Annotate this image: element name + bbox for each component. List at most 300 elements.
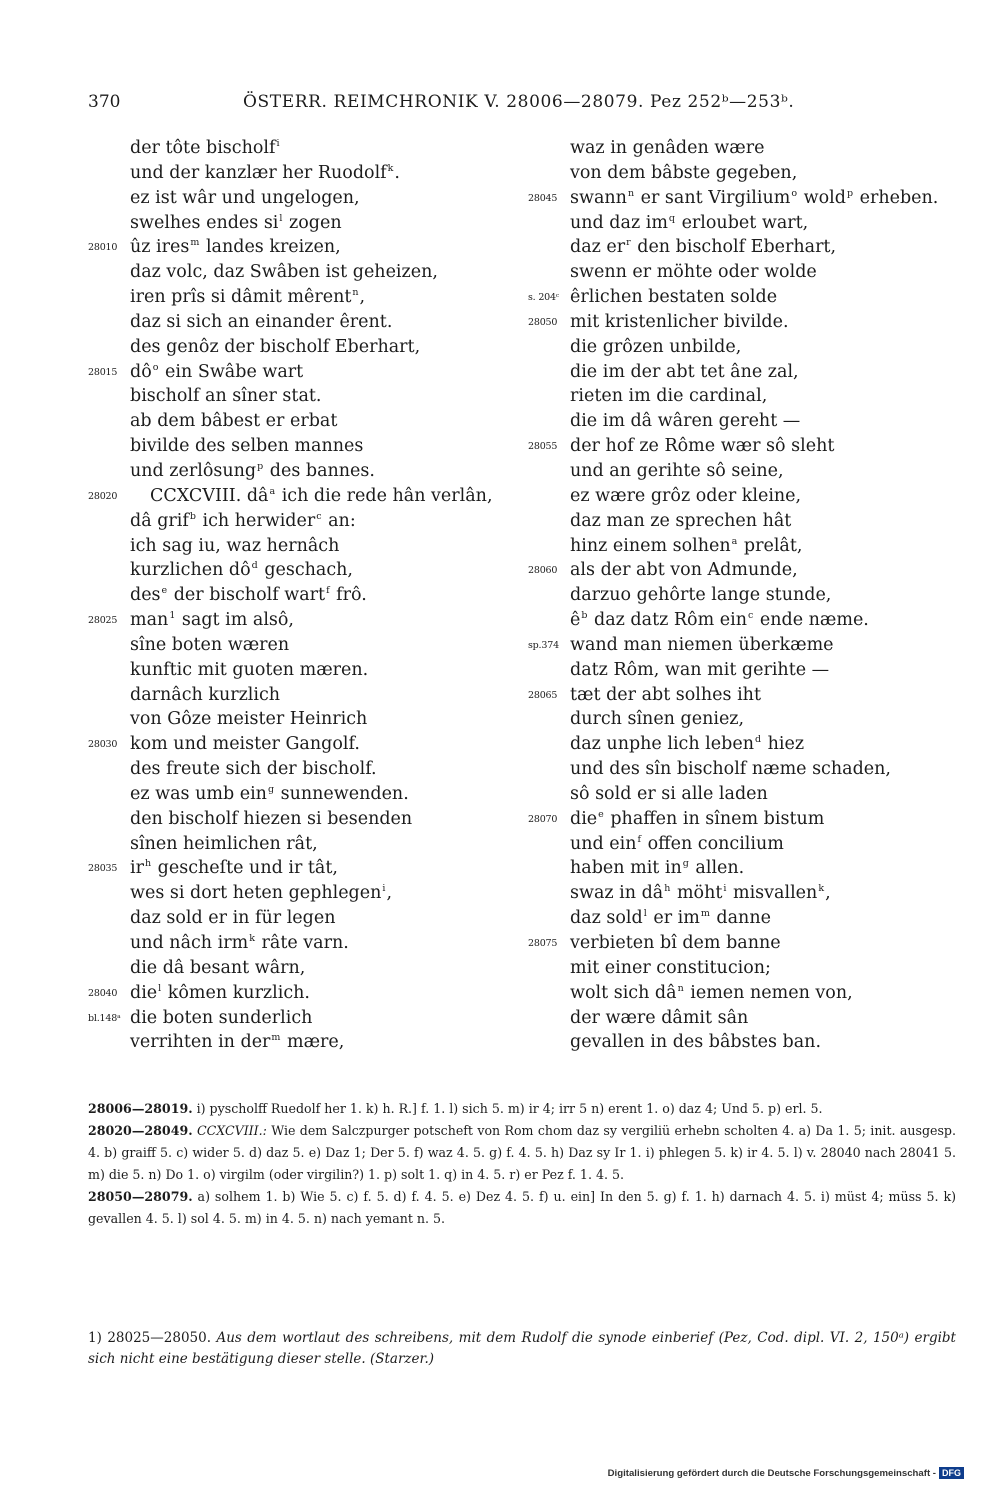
verse-line (528, 384, 968, 409)
dfg-logo: DFG (939, 1467, 964, 1479)
verse-line (88, 434, 528, 459)
note-marker: e (598, 808, 604, 820)
verse-text (130, 211, 342, 236)
line-number: 28040 (88, 987, 118, 999)
verse-fragment: bischolf an sîner stat. (130, 386, 322, 407)
verse-fragment: kurzlichen dô (130, 560, 251, 581)
line-number: sp.374 (528, 639, 559, 651)
verse-text (130, 285, 365, 310)
verse-line (528, 583, 968, 608)
verse-text (570, 732, 804, 757)
line-number: 28035 (88, 863, 118, 875)
verse-fragment: durch sînen geniez, (570, 709, 745, 730)
verse-fragment: die dâ besant wârn, (130, 957, 306, 978)
verse-fragment: haben mit in (570, 858, 682, 879)
apparatus-range: 28006—28019. (88, 1101, 193, 1116)
verse-line (528, 360, 968, 385)
line-number: 28055 (528, 441, 558, 453)
verse-fragment: erheben. (854, 187, 939, 208)
verse-line (528, 732, 968, 757)
verse-fragment: und an gerihte sô seine, (570, 460, 784, 481)
verse-line (528, 931, 968, 956)
verse-fragment: , (825, 883, 831, 904)
verse-fragment: und des sîn bischolf næme schaden, (570, 759, 891, 780)
line-number: 28050 (528, 316, 558, 328)
verse-fragment: daz sold er in für legen (130, 908, 336, 929)
verse-line (88, 633, 528, 658)
verse-text (130, 260, 438, 285)
note-marker: c (316, 510, 322, 522)
verse-fragment: iren prîs si dâmit mêrent (130, 287, 352, 308)
verse-line (88, 1030, 528, 1055)
note-marker: f (326, 585, 330, 597)
line-number: 28020 (88, 490, 118, 502)
note-marker: n (677, 982, 684, 994)
verse-line (528, 260, 968, 285)
verse-fragment: swann (570, 187, 627, 208)
verse-text (130, 931, 349, 956)
verse-fragment: den bischolf hiezen si besenden (130, 808, 413, 829)
verse-fragment: dâ grif (130, 510, 189, 531)
note-marker: i (723, 883, 727, 895)
verse-line (88, 832, 528, 857)
verse-line (528, 956, 968, 981)
verse-fragment: die boten sunderlich (130, 1007, 313, 1028)
verse-fragment: von Gôze meister Heinrich (130, 709, 368, 730)
verse-text (130, 583, 367, 608)
verse-text (130, 956, 305, 981)
verse-line (528, 161, 968, 186)
verse-text (130, 310, 392, 335)
verse-text (130, 683, 280, 708)
verse-line (88, 285, 528, 310)
note-marker: k (818, 883, 825, 895)
verse-text (570, 956, 771, 981)
verse-text (130, 235, 341, 260)
note-marker: p (846, 187, 854, 199)
verse-text (570, 459, 784, 484)
verse-text (570, 583, 831, 608)
verse-fragment: datz Rôm, wan mit gerihte — (570, 659, 830, 680)
verse-text (130, 1006, 312, 1031)
verse-text (130, 335, 420, 360)
verse-text (570, 409, 800, 434)
verse-text (570, 161, 797, 186)
note-marker: g (682, 858, 689, 870)
verse-fragment: geschach, (258, 560, 353, 581)
line-number: s. 204ᶜ (528, 292, 559, 304)
verse-fragment: ab dem bâbest er erbat (130, 411, 338, 432)
verse-line (528, 782, 968, 807)
line-number: 28015 (88, 366, 118, 378)
verse-fragment: der bischolf wart (168, 585, 326, 606)
verse-fragment: sîne boten wæren (130, 634, 290, 655)
verse-text (130, 757, 377, 782)
verse-line (528, 459, 968, 484)
verse-text (570, 707, 744, 732)
verse-line (528, 285, 968, 310)
note-marker: f (637, 833, 642, 845)
verse-fragment: zogen (283, 212, 342, 233)
note-marker: k (249, 933, 255, 944)
note-marker: l (158, 982, 162, 994)
line-number: 28070 (528, 813, 558, 825)
note-marker: h (144, 858, 152, 870)
note-marker: i (382, 883, 386, 895)
verse-fragment: swenn er möhte oder wolde (570, 262, 817, 283)
verse-line (88, 409, 528, 434)
verse-line (528, 186, 968, 211)
verse-fragment: swaz in dâ (570, 883, 664, 904)
verse-line (528, 235, 968, 260)
verse-text (570, 434, 834, 459)
verse-fragment: phaffen in sînem bistum (604, 808, 825, 829)
verse-line (88, 931, 528, 956)
apparatus-text: i) pyscholff Ruedolf her 1. k) h. R.] f. 1. l) sich 5. m) ir 4; irr 5 n) erent 1. o) daz 4; Und 5. p) erl. 5. (192, 1101, 823, 1116)
verse-fragment: die (130, 982, 158, 1003)
verse-line (528, 981, 968, 1006)
note-marker: r (626, 237, 631, 249)
verse-fragment: der tôte bischolf (130, 138, 276, 158)
note-marker: n (627, 187, 635, 199)
note-marker: m (700, 908, 710, 920)
note-marker: m (190, 237, 200, 249)
verse-line (528, 534, 968, 559)
note-marker: n (352, 287, 359, 299)
verse-text (570, 186, 938, 211)
line-number: 28060 (528, 565, 558, 577)
footnote-text: Aus dem wortlaut des schreibens, mit dem Rudolf die synode einberief (Pez, Cod. dipl. VI. 2, 150ᵃ) ergibt sich nicht eine bestätigung dieser stelle. (Starzer.) (88, 1330, 956, 1367)
verse-line (528, 1030, 968, 1055)
verse-fragment: an: (322, 510, 356, 531)
verse-text (130, 707, 367, 732)
verse-text (570, 534, 802, 559)
verse-line (88, 384, 528, 409)
verse-fragment: daz si sich an einander êrent. (130, 311, 393, 332)
verse-line (528, 1006, 968, 1031)
verse-line (88, 906, 528, 931)
verse-line (88, 310, 528, 335)
verse-line (528, 558, 968, 583)
note-marker: m (271, 1032, 281, 1044)
verse-line (88, 534, 528, 559)
note-marker: a (269, 485, 276, 497)
verse-fragment: kômen kurzlich. (162, 982, 310, 1003)
verse-line (88, 260, 528, 285)
verse-text (130, 782, 409, 807)
verse-fragment: des (130, 585, 161, 606)
verse-fragment: hinz einem solhen (570, 535, 731, 556)
note-marker: c (747, 610, 754, 622)
verse-fragment: dô (130, 361, 152, 382)
verse-fragment: frô. (330, 585, 367, 606)
verse-line (88, 136, 528, 161)
apparatus-text: a) solhem 1. b) Wie 5. c) f. 5. d) f. 4. 5. e) Dez 4. 5. f) u. ein] In den 5. g) f. 1. h) darnach 4. 5. i) müst 4; müss 5. k) gevallen 4. 5. l) sol 4. 5. m) in 4. 5. n) nach yemant n. 5. (88, 1189, 956, 1226)
verse-line (88, 186, 528, 211)
verse-fragment: sînen heimlichen rât, (130, 833, 318, 854)
verse-fragment: ich herwider (196, 510, 316, 531)
verse-line (88, 161, 528, 186)
verse-text (570, 633, 834, 658)
verse-fragment: ende næme. (754, 610, 869, 631)
verse-text (130, 1030, 344, 1055)
verse-fragment: landes kreizen, (200, 237, 341, 258)
verse-text (570, 981, 853, 1006)
verse-text (570, 310, 789, 335)
verse-fragment: darnâch kurzlich (130, 684, 281, 705)
verse-fragment: erloubet wart, (676, 212, 809, 233)
verse-line (528, 409, 968, 434)
verse-text (130, 981, 310, 1006)
verse-line (88, 608, 528, 633)
verse-line (528, 633, 968, 658)
verse-fragment: des bannes. (264, 460, 375, 481)
verse-text (570, 608, 869, 633)
verse-fragment: gescheſte und ir tât, (152, 858, 338, 879)
verse-fragment: mære, (281, 1032, 345, 1053)
verse-fragment: daz unphe lich leben (570, 734, 754, 755)
verse-line (88, 335, 528, 360)
verse-line (88, 981, 528, 1006)
note-marker: i (276, 138, 280, 149)
credit-text: Digitalisierung gefördert durch die Deutsche Forschungsgemeinschaft - (607, 1467, 936, 1479)
verse-line (88, 484, 528, 509)
verse-line (528, 484, 968, 509)
verse-fragment: der hof ze Rôme wær sô sleht (570, 436, 835, 457)
critical-apparatus (88, 1098, 956, 1230)
verse-fragment: tæt der abt solhes iht (570, 684, 761, 705)
verse-text (570, 1030, 821, 1055)
verse-line (88, 757, 528, 782)
verse-text (570, 658, 829, 683)
note-marker: a (731, 535, 738, 547)
verse-line (88, 683, 528, 708)
verse-fragment: er sant Virgilium (635, 187, 791, 208)
verse-line (88, 881, 528, 906)
verse-text (130, 186, 360, 211)
right-verse-column (528, 136, 968, 1055)
verse-text (130, 434, 363, 459)
note-marker: q (668, 212, 676, 224)
verse-line (88, 707, 528, 732)
verse-fragment: und der kanzlær her Ruodolf (130, 162, 387, 183)
apparatus-range: 28020—28049. (88, 1123, 193, 1138)
verse-line (88, 459, 528, 484)
verse-fragment: waz in genâden wære (570, 138, 765, 158)
page-number: 370 (88, 92, 121, 112)
note-marker: h (664, 883, 671, 895)
verse-line (528, 707, 968, 732)
line-number: 28045 (528, 192, 558, 204)
verse-text (150, 484, 493, 509)
verse-fragment: wolt sich dâ (570, 982, 677, 1003)
verse-text (570, 484, 801, 509)
verse-line (528, 757, 968, 782)
verse-fragment: den bischolf Eberhart, (631, 237, 837, 258)
verse-fragment: hiez (762, 734, 805, 755)
verse-text (130, 832, 318, 857)
verse-text (570, 235, 836, 260)
verse-line (528, 906, 968, 931)
verse-text (130, 384, 321, 409)
verse-line (88, 856, 528, 881)
verse-fragment: von dem bâbste gegeben, (570, 162, 798, 183)
verse-fragment: daz sold (570, 908, 643, 929)
verse-fragment: sô sold er si alle laden (570, 783, 768, 804)
apparatus-note (88, 1098, 956, 1120)
verse-fragment: sunnewenden. (275, 783, 409, 804)
verse-fragment: des genôz der bischolf Eberhart, (130, 336, 421, 357)
verse-text (570, 509, 791, 534)
verse-fragment: daz man ze sprechen hât (570, 510, 792, 531)
verse-text (570, 285, 777, 310)
verse-fragment: iemen nemen von, (684, 982, 853, 1003)
verse-fragment: allen. (689, 858, 745, 879)
verse-fragment: er im (647, 908, 700, 929)
verse-line (528, 658, 968, 683)
digitization-credit (608, 1466, 964, 1480)
verse-fragment: , (359, 287, 366, 308)
verse-fragment: und nâch irm (130, 933, 249, 953)
verse-line (528, 881, 968, 906)
verse-line (88, 509, 528, 534)
verse-fragment: verbieten bî dem banne (570, 933, 781, 953)
verse-line (528, 136, 968, 161)
verse-fragment: ez ist wâr und ungelogen, (130, 187, 360, 208)
verse-fragment: die (570, 808, 598, 829)
note-marker: d (251, 560, 258, 572)
verse-fragment: ich die rede hân verlân, (276, 485, 493, 506)
left-verse-column (88, 136, 528, 1055)
verse-line (88, 782, 528, 807)
verse-line (528, 807, 968, 832)
note-marker: b (189, 510, 196, 522)
verse-text (130, 633, 289, 658)
verse-text (570, 881, 831, 906)
verse-text (570, 856, 744, 881)
verse-fragment: möht (671, 883, 723, 904)
note-marker: e (161, 585, 168, 597)
verse-fragment: wold (798, 187, 846, 208)
verse-fragment: und ein (570, 833, 637, 854)
note-marker: o (152, 361, 159, 373)
line-number: 28065 (528, 689, 558, 701)
verse-text (130, 409, 337, 434)
apparatus-rubric: CCXCVIII.: (192, 1123, 267, 1138)
verse-line (88, 1006, 528, 1031)
verse-text (130, 534, 339, 559)
verse-line (528, 434, 968, 459)
verse-fragment: man (130, 610, 169, 631)
apparatus-text: Wie dem Salczpurger potscheft von Rom chom daz sy vergiliü erhebn scholten 4. a) Da 1. 5; init. ausgesp. 4. b) graiff 5. c) wider 5. d) daz 5. e) Daz 1; Der 5. f) waz 4. 5. g) f. 4. 5. h) Daz sy Ir 1. i) phlegen 5. k) ir 4. 5. l) v. 28040 nach 28041 5. m) die 5. n) Do 1. o) virgilm (oder virgilin?) 1. p) solt 1. q) in 4. 5. r) er Pez f. 1. 4. 5. (88, 1123, 956, 1182)
verse-text (130, 136, 281, 161)
verse-line (88, 583, 528, 608)
verse-fragment: râte varn. (255, 933, 349, 953)
verse-fragment: gevallen in des bâbstes ban. (570, 1032, 822, 1053)
verse-line (528, 509, 968, 534)
verse-line (88, 956, 528, 981)
line-number: 28030 (88, 739, 118, 751)
verse-text (130, 509, 356, 534)
verse-fragment: die im dâ wâren gereht — (570, 411, 801, 432)
verse-text (130, 558, 353, 583)
verse-line (88, 360, 528, 385)
verse-text (570, 260, 817, 285)
verse-fragment: ein Swâbe wart (159, 361, 304, 382)
verse-line (88, 235, 528, 260)
verse-text (130, 658, 368, 683)
apparatus-note (88, 1120, 956, 1186)
verse-fragment: offen concilium (642, 833, 784, 854)
verse-fragment: des freute sich der bischolf. (130, 759, 377, 780)
verse-text (130, 856, 338, 881)
verse-line (88, 211, 528, 236)
page-header (88, 92, 958, 118)
verse-line (88, 658, 528, 683)
verse-text (570, 335, 741, 360)
verse-fragment: die grôzen unbilde, (570, 336, 742, 357)
line-number: bl.148ᵃ (88, 1012, 121, 1024)
apparatus-range: 28050—28079. (88, 1189, 193, 1204)
verse-text (570, 558, 798, 583)
verse-fragment: sagt im alsô, (176, 610, 294, 631)
verse-fragment: rieten im die cardinal, (570, 386, 768, 407)
verse-text (570, 136, 764, 161)
verse-fragment: ûz ires (130, 237, 190, 258)
verse-fragment: danne (710, 908, 771, 929)
verse-fragment: misvallen (727, 883, 818, 904)
verse-text (570, 931, 781, 956)
verse-fragment: , (386, 883, 393, 904)
verse-fragment: und daz im (570, 212, 668, 233)
verse-fragment: ez was umb ein (130, 783, 267, 804)
verse-line (88, 558, 528, 583)
note-marker: l (643, 908, 647, 920)
verse-line (88, 732, 528, 757)
verse-fragment: und zerlôsung (130, 460, 257, 481)
verse-fragment: daz volc, daz Swâben ist geheizen, (130, 262, 438, 283)
line-number: 28075 (528, 938, 558, 949)
verse-line (528, 832, 968, 857)
footnote-lead: 1) 28025—28050. (88, 1330, 211, 1346)
verse-text (130, 608, 294, 633)
verse-text (130, 906, 335, 931)
verse-text (570, 360, 799, 385)
note-marker: d (754, 734, 762, 746)
verse-text (130, 732, 360, 757)
verse-text (570, 832, 784, 857)
editorial-footnote (88, 1328, 956, 1369)
verse-fragment: ir (130, 858, 144, 879)
verse-text (130, 360, 303, 385)
verse-text (570, 807, 824, 832)
verse-line (528, 310, 968, 335)
verse-text (130, 161, 400, 186)
verse-fragment: bivilde des selben mannes (130, 436, 364, 457)
verse-fragment: swelhes endes si (130, 212, 279, 233)
note-marker: k (387, 162, 394, 174)
apparatus-note (88, 1186, 956, 1230)
verse-text (570, 906, 771, 931)
verse-fragment: als der abt von Admunde, (570, 560, 798, 581)
verse-text (570, 782, 768, 807)
verse-fragment: der wære dâmit sân (570, 1007, 749, 1028)
verse-text (570, 757, 891, 782)
verse-fragment: . (394, 162, 400, 183)
verse-line (528, 856, 968, 881)
verse-fragment: die im der abt tet âne zal, (570, 361, 799, 382)
line-number: 28010 (88, 242, 118, 254)
